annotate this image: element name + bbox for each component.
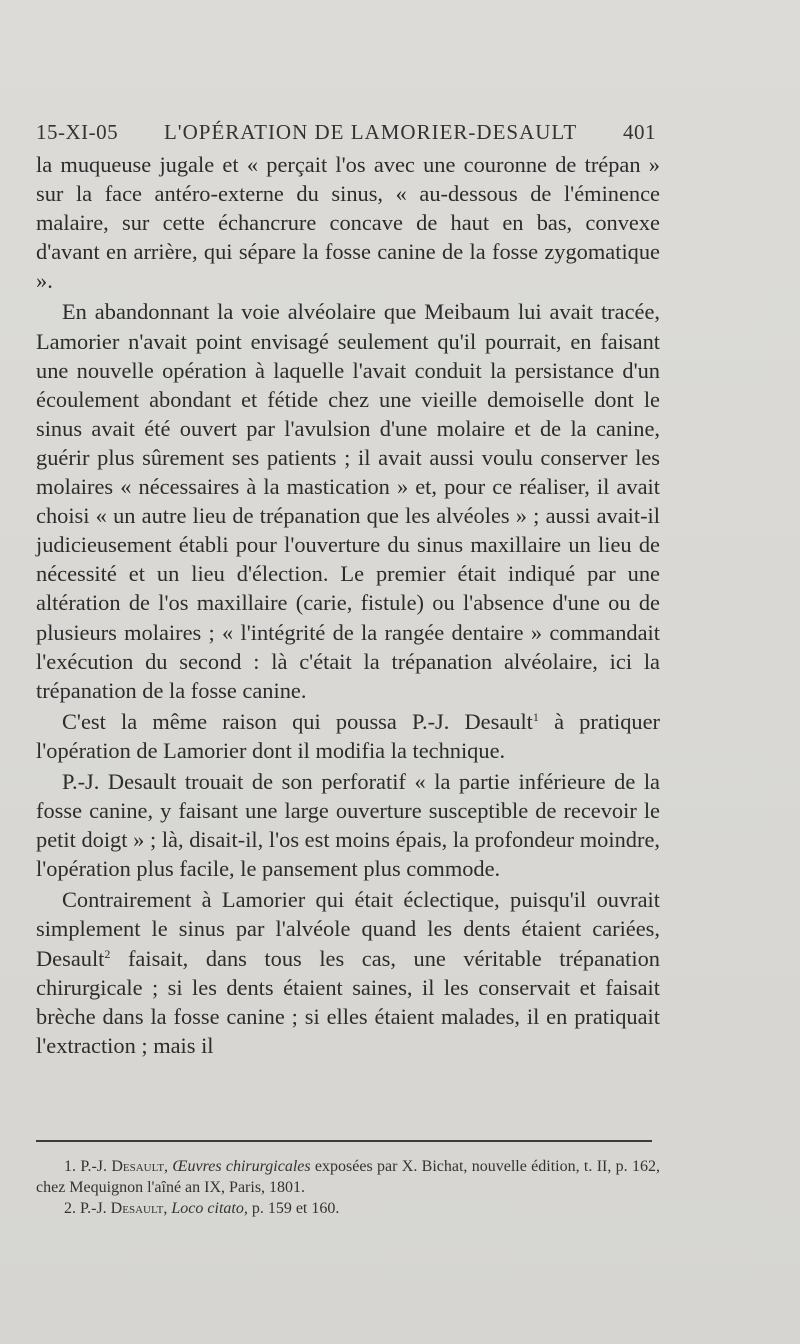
paragraph-text: à pratiquer l'opération de Lamorier dont il modifia la technique. [36,708,660,763]
paragraph: En abandonnant la voie alvéolaire que Meibaum lui avait tracée, Lamorier n'avait point envisagé seulement qu'il pourrait, en faisant une nouvelle opération à laquelle l'avait conduit la persistance d'un écoulement abondant et fétide chez une vieille demoiselle dont le sinus avait été ouvert par l'avulsion d'une molaire et de la canine, guérir plus sûrement ses patients ; il avait aussi voulu conserver les molaires « nécessaires à la mastication » et, pour ce réaliser, il avait choisi « un autre lieu de trépanation que les alvéoles » ; aussi avait-il judicieusement établi pour l'ouverture du sinus maxillaire un lieu de nécessité et un lieu d'élection. Le premier était indiqué par une altération de l'os maxillaire (carie, fistule) ou l'absence d'une ou de plusieurs molaires ; « l'intégrité de la rangée dentaire » commandait l'exécution du second : là c'était la trépanation alvéolaire, ici la trépanation de la fosse canine. [36,299,660,703]
footnote-number: 1. [64,1158,76,1175]
running-header [36,120,656,145]
header-date: 15-XI-05 [36,120,119,144]
paragraph [36,707,660,765]
paragraph: P.-J. Desault trouait de son perforatif « la partie inférieure de la fosse canine, y faisant une large ouverture susceptible de recevoir le petit doigt » ; là, disait-il, l'os est moins épais, la profondeur moindre, l'opération plus facile, le pansement plus commode. [36,768,660,882]
paragraph [36,885,660,1060]
body-text [36,150,660,1060]
footnote-ref: 2 [104,946,111,961]
footnote [36,1156,660,1198]
footnotes [36,1156,660,1219]
footnote-number: 2. [64,1200,76,1217]
paragraph-text: Contrairement à Lamorier qui était éclectique, puisqu'il ouvrait simplement le sinus par l'alvéole quand les dents étaient cariées, Desault [36,887,660,971]
footnote [36,1198,660,1219]
footnote-work: Loco citato, [171,1200,248,1217]
footnote-work: Œuvres chirurgicales [172,1158,311,1175]
footnote-ref: 1 [532,709,539,724]
footnote-divider [36,1140,652,1142]
footnote-text: exposées par X. Bichat, nouvelle édition, t. II, p. 162, chez Mequignon l'aîné an IX, Paris, 1801. [36,1158,661,1196]
page-number: 401 [622,120,656,144]
header-title: L'OPÉRATION DE LAMORIER-DESAULT [163,120,578,144]
paragraph-text: faisait, dans tous les cas, une véritable trépanation chirurgicale ; si les dents étaient saines, il les conservait et faisait brèche dans la fosse canine ; si elles étaient malades, il en pratiquait l'extraction ; mais il [36,945,660,1058]
footnote-text: p. 159 et 160. [247,1200,340,1217]
footnote-author: P.-J. Desault, [80,1200,168,1217]
footnote-author: P.-J. Desault, [80,1158,169,1175]
paragraph-text: C'est la même raison qui poussa P.-J. Desault [62,708,533,734]
paragraph: la muqueuse jugale et « perçait l'os avec une couronne de trépan » sur la face antéro-externe du sinus, « au-dessous de l'éminence malaire, sur cette échancrure concave de haut en bas, convexe d'avant en arrière, qui sépare la fosse canine de la fosse zygomatique ». [36,152,660,294]
